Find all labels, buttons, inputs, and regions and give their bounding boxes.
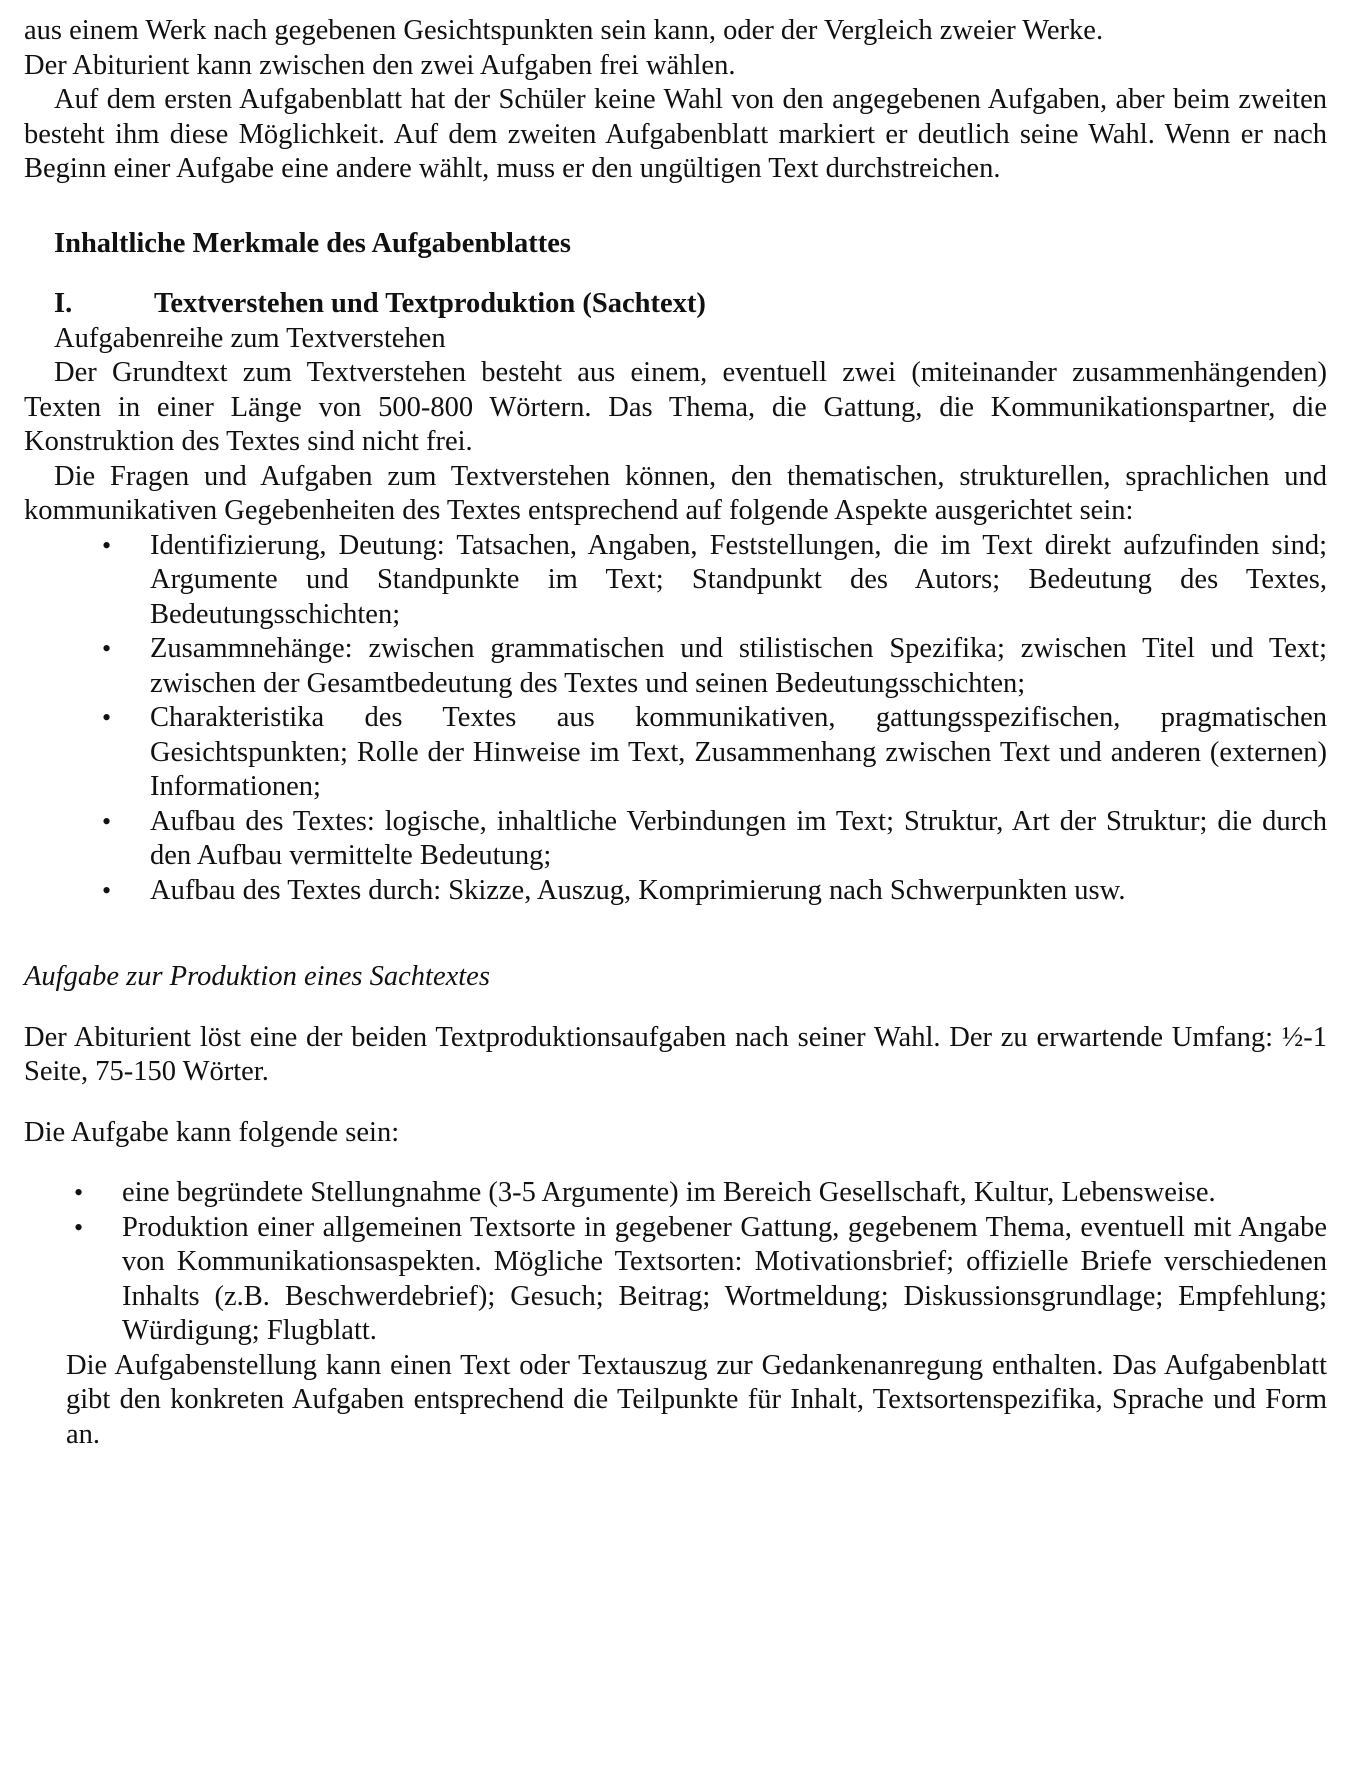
production-paragraph-1: Der Abiturient löst eine der beiden Textproduktionsaufgaben nach seiner Wahl. Der zu erwartende Umfang: ½-1 Seite, 75-150 Wörter.	[24, 1021, 1327, 1087]
list-item: • Identifizierung, Deutung: Tatsachen, Angaben, Feststellungen, die im Text direkt aufzufinden sind; Argumente und Standpunkte im Text; Standpunkt des Autors; Bedeutung des Textes, Bedeutungsschichten;	[102, 529, 1327, 630]
bullet-icon: •	[102, 806, 112, 836]
part-one-title: Textverstehen und Textproduktion (Sachtext)	[154, 288, 706, 319]
production-paragraph-2: Die Aufgabe kann folgende sein:	[24, 1116, 400, 1148]
part-one-paragraph-2: Die Fragen und Aufgaben zum Textverstehen können, den thematischen, strukturellen, sprachlichen und kommunikativen Gegebenheiten des Textes entsprechend auf folgende Aspekte ausgerichtet sein:	[24, 460, 1327, 526]
bullet-icon: •	[74, 1178, 84, 1207]
list-item: • Charakteristika des Textes aus kommunikativen, gattungsspezifischen, pragmatischen Gesichtspunkten; Rolle der Hinweise im Text, Zusammenhang zwischen Text und anderen (externen) Informationen;	[102, 702, 1327, 802]
part-one-heading	[54, 287, 1327, 322]
list-item: • Produktion einer allgemeinen Textsorte in gegebener Gattung, gegebenem Thema, eventuell mit Angabe von Kommunikationsaspekten. Mögliche Textsorten: Motivationsbrief; offizielle Briefe verschiedenen Inhalts (z.B. Beschwerdebrief); Gesuch; Beitrag; Wortmeldung; Diskussionsgrundlage; Empfehlung; Würdigung; Flugblatt.	[74, 1211, 1327, 1346]
bullet-icon: •	[102, 530, 112, 560]
part-one-subheading: Aufgabenreihe zum Textverstehen	[54, 322, 446, 354]
intro-paragraph: Auf dem ersten Aufgabenblatt hat der Schüler keine Wahl von den angegebenen Aufgaben, aber beim zweiten besteht ihm diese Möglichkeit. Auf dem zweiten Aufgabenblatt markiert er deutlich seine Wahl. Wenn er nach Beginn einer Aufgabe eine andere wählt, muss er den ungültigen Text durchstreichen.	[24, 84, 1327, 184]
section-heading: Inhaltliche Merkmale des Aufgabenblattes	[54, 227, 571, 259]
list-item: • eine begründete Stellungnahme (3-5 Argumente) im Bereich Gesellschaft, Kultur, Lebensweise.	[122, 1176, 1327, 1211]
bullet-icon: •	[102, 875, 112, 905]
part-one-paragraph-1: Der Grundtext zum Textverstehen besteht aus einem, eventuell zwei (miteinander zusammenhängenden) Texten in einer Länge von 500-800 Wörtern. Das Thema, die Gattung, die Kommunikationspartner, die Konstruktion des Textes sind nicht frei.	[24, 357, 1327, 457]
list-item: • Zusammnehänge: zwischen grammatischen und stilistischen Spezifika; zwischen Titel und Text; zwischen der Gesamtbedeutung des Textes und seinen Bedeutungsschichten;	[102, 633, 1327, 699]
comprehension-aspect-list	[102, 529, 1327, 909]
production-task-list	[74, 1176, 1327, 1349]
list-item: • Aufbau des Textes: logische, inhaltliche Verbindungen im Text; Struktur, Art der Struktur; die durch den Aufbau vermittelte Bedeutung;	[102, 805, 1327, 871]
bullet-icon: •	[102, 634, 112, 663]
list-item: • Aufbau des Textes durch: Skizze, Auszug, Komprimierung nach Schwerpunkten usw.	[150, 874, 1327, 909]
intro-line-a: aus einem Werk nach gegebenen Gesichtspunkten sein kann, oder der Vergleich zweier Werke.	[24, 15, 1104, 46]
production-closing-paragraph: Die Aufgabenstellung kann einen Text oder Textauszug zur Gedankenanregung enthalten. Das Aufgabenblatt gibt den konkreten Aufgaben entsprechend die Teilpunkte für Inhalt, Textsortenspezifika, Sprache und Form an.	[66, 1349, 1327, 1450]
intro-line-b: Der Abiturient kann zwischen den zwei Aufgaben frei wählen.	[24, 49, 736, 81]
bullet-icon: •	[74, 1212, 84, 1242]
document-page	[24, 14, 1327, 1452]
part-one-number: I.	[54, 288, 73, 319]
production-heading: Aufgabe zur Produktion eines Sachtextes	[24, 961, 490, 992]
bullet-icon: •	[102, 703, 112, 732]
